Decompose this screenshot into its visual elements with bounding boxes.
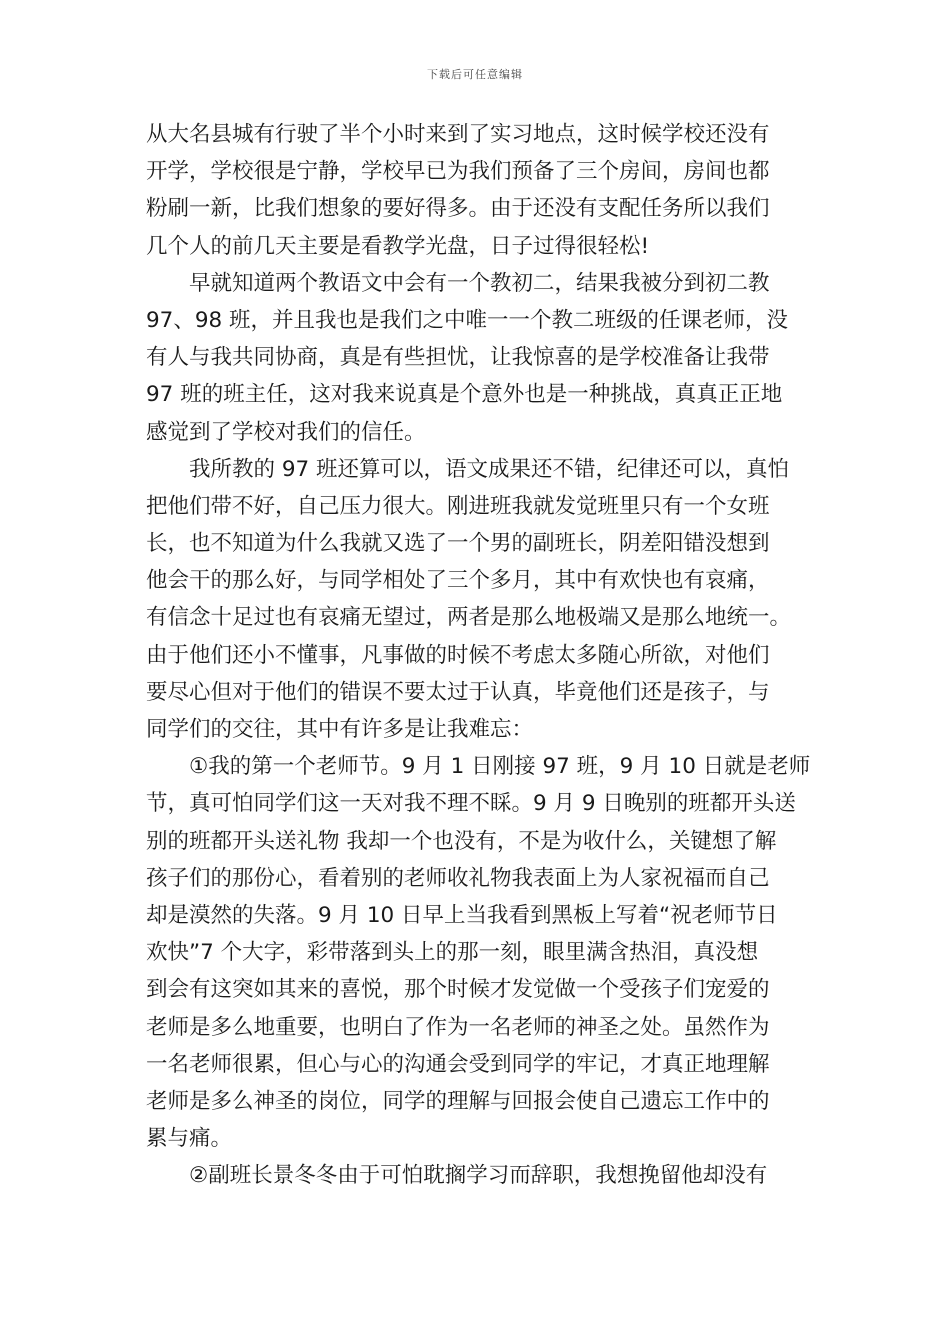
paragraph-first-line: ①我的第一个老师节。9 月 1 日刚接 97 班，9 月 10 日就是老师 <box>189 754 811 780</box>
text-line: 一名老师很累，但心与心的沟通会受到同学的牢记，才真正地理解 <box>146 1051 770 1077</box>
document-body <box>146 116 826 1194</box>
paragraph-first-line: 我所教的 97 班还算可以，语文成果还不错，纪律还可以，真怕 <box>189 456 790 482</box>
text-line: 几个人的前几天主要是看教学光盘，日子过得很轻松! <box>146 233 650 259</box>
text-line: 感觉到了学校对我们的信任。 <box>146 419 426 445</box>
text-line: 从大名县城有行驶了半个小时来到了实习地点，这时候学校还没有 <box>146 122 770 147</box>
text-line: 长，也不知道为什么我就又选了一个男的副班长，阴差阳错没想到 <box>146 531 770 557</box>
text-line: 由于他们还小不懂事，凡事做的时候不考虑太多随心所欲，对他们 <box>146 642 770 668</box>
text-line: 有人与我共同协商，真是有些担忧，让我惊喜的是学校准备让我带 <box>146 345 770 371</box>
text-line: 到会有这突如其来的喜悦，那个时候才发觉做一个受孩子们宠爱的 <box>146 977 770 1003</box>
text-line: 要尽心但对于他们的错误不要太过于认真，毕竟他们还是孩子，与 <box>146 679 770 705</box>
text-line: 同学们的交往，其中有许多是让我难忘： <box>146 717 534 742</box>
text-line: 他会干的那么好，与同学相处了三个多月，其中有欢快也有哀痛， <box>146 568 770 594</box>
paragraph-first-line: 早就知道两个教语文中会有一个教初二，结果我被分到初二教 <box>189 270 770 296</box>
text-line: 开学，学校很是宁静，学校早已为我们预备了三个房间，房间也都 <box>146 159 770 185</box>
text-line: 欢快”7 个大字，彩带落到头上的那一刻，眼里满含热泪，真没想 <box>146 940 759 966</box>
text-line: 把他们带不好，自己压力很大。刚进班我就发觉班里只有一个女班 <box>146 493 770 519</box>
text-line: 节，真可怕同学们这一天对我不理不睬。9 月 9 日晚别的班都开头送 <box>146 791 796 817</box>
paragraph-first-line: ②副班长景冬冬由于可怕耽搁学习而辞职，我想挽留他却没有 <box>189 1163 768 1189</box>
text-line: 老师是多么神圣的岗位，同学的理解与回报会使自己遗忘工作中的 <box>146 1088 770 1114</box>
text-line: 却是漠然的失落。9 月 10 日早上当我看到黑板上写着“祝老师节日 <box>146 902 778 928</box>
text-line: 粉刷一新，比我们想象的要好得多。由于还没有支配任务所以我们 <box>146 196 770 222</box>
text-line: 老师是多么地重要，也明白了作为一名老师的神圣之处。虽然作为 <box>146 1014 770 1040</box>
text-line: 累与痛。 <box>146 1126 233 1152</box>
text-line: 孩子们的那份心，看着别的老师收礼物我表面上为人家祝福而自己 <box>146 865 770 891</box>
text-line: 97 班的班主任，这对我来说真是个意外也是一种挑战，真真正正地 <box>146 382 783 408</box>
text-line: 有信念十足过也有哀痛无望过，两者是那么地极端又是那么地统一。 <box>146 605 792 631</box>
text-line: 97、98 班，并且我也是我们之中唯一一个教二班级的任课老师，没 <box>146 307 789 333</box>
page-header: 下载后可任意编辑 <box>427 68 523 81</box>
text-line: 别的班都开头送礼物 我却一个也没有，不是为收什么，关键想了解 <box>146 828 777 854</box>
